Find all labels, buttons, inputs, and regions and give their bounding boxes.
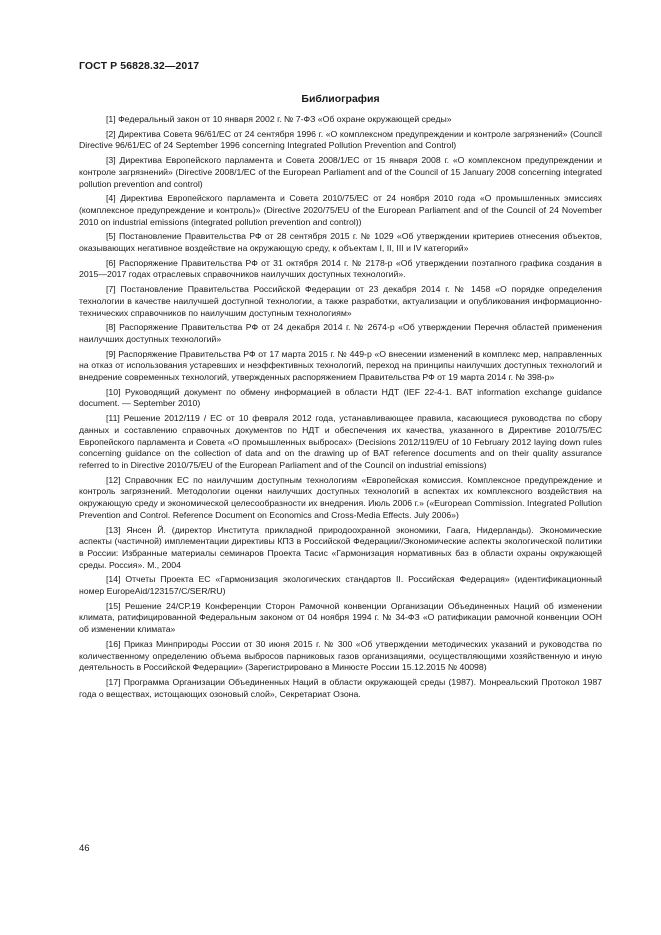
reference-item: [1] Федеральный закон от 10 января 2002 г. № 7-ФЗ «Об охране окружающей среды» <box>106 114 452 124</box>
reference-item: [15] Решение 24/СР.19 Конференции Сторон Рамочной конвенции Организации Объединенных Наций об изменении климата, ратифицированной Федеральным законом от 04 ноября 1994 г. № 34-ФЗ «О ратификации рамочной конвенции ООН об изменении климата» <box>79 600 602 635</box>
reference-item: [13] Янсен Й. (директор Института прикладной природоохранной экономики, Гаага, Нидерланды). Экономические аспекты (частичной) имплементации директивы КПЗ в Российской Федерации//Экономические аспекты экологической политики в России: Избранные материалы семинаров Проекта Тасис «Гармонизация нормативных баз в области охраны окружающей среды. Россия». М., 2004 <box>79 524 602 570</box>
reference-item: [14] Отчеты Проекта ЕС «Гармонизация экологических стандартов II. Российская Федерация» (идентификационный номер EuropeAid/123157/C/SER/RU) <box>79 574 602 597</box>
page-number: 46 <box>79 843 90 854</box>
reference-item: [12] Справочник ЕС по наилучшим доступным технологиям «Европейская комиссия. Комплексное предупреждение и контроль загрязнений. Методологии оценки наилучших доступных технологий в аспектах их комплексного воздействия на окружающую среду и экономической целесообразности их внедрения. Июль 2006 г.» («European Commission. Integrated Pollution Prevention and Control. Reference Document on Economics and Cross-Media Effects. July 2006») <box>79 474 602 520</box>
reference-item: [5] Постановление Правительства РФ от 28 сентября 2015 г. № 1029 «Об утверждении критериев отнесения объектов, оказывающих негативное воздействие на окружающую среду, к объектам I, II, III и IV категорий» <box>79 231 602 254</box>
reference-item: [9] Распоряжение Правительства РФ от 17 марта 2015 г. № 449-р «О внесении изменений в комплекс мер, направленных на отказ от использования устаревших и неэффективных технологий, переход на принципы наилучших доступных технологий и внедрение современных технологий, утвержденных распоряжением Правительства РФ от 19 марта 2014 г. № 398-р» <box>79 348 602 383</box>
reference-item: [4] Директива Европейского парламента и Совета 2010/75/ЕС от 24 ноября 2010 года «О промышленных эмиссиях (комплексное предупреждение и контроль)» (Directive 2020/75/EU of the European Parliament and of the Council of 24 November 2010 on industrial emissions (integrated pollution prevention and control)) <box>79 193 602 227</box>
bibliography-list <box>79 114 602 703</box>
reference-item: [3] Директива Европейского парламента и Совета 2008/1/ЕС от 15 января 2008 г. «О комплексном предупреждении и контроле загрязнений» (Directive 2008/1/EC of the European Parliament and of the Council of 15 January 2008 concerning integrated pollution prevention and control) <box>79 155 602 189</box>
reference-item: [11] Решение 2012/119 / ЕС от 10 февраля 2012 года, устанавливающее правила, касающиеся руководства по сбору данных и составлению справочных документов по НДТ и обеспечения их качества, указанного в Директиве 2010/75/ЕС Европейского парламента и Совета «О промышленных выбросах» (Decisions 2012/119/EU of 10 February 2012 laying down rules concerning guidance on the collection of data and on the drawing up of BAT reference documents and on their quality assurance referred to in Directive 2010/75/EU of the European Parliament and of the Council on industrial emissions) <box>79 413 602 470</box>
reference-item: [16] Приказ Минприроды России от 30 июня 2015 г. № 300 «Об утверждении методических указаний и руководства по количественному определению объема выбросов парниковых газов организациями, осуществляющими хозяйственную и иную деятельность в Российской Федерации» (Зарегистрировано в Минюсте России 15.12.2015 № 40098) <box>79 638 602 673</box>
section-title: Библиография <box>301 93 380 105</box>
reference-item: [6] Распоряжение Правительства РФ от 31 октября 2014 г. № 2178-р «Об утверждении поэтапного графика создания в 2015—2017 годах отраслевых справочников наилучших доступных технологий». <box>79 257 602 280</box>
reference-item: [2] Директива Совета 96/61/ЕС от 24 сентября 1996 г. «О комплексном предупреждении и контроле загрязнений» (Council Directive 96/61/EC of 24 September 1996 concerning Integrated Pollution Prevention and Control) <box>79 128 602 151</box>
reference-item: [17] Программа Организации Объединенных Наций в области окружающей среды (1987). Монреальский Протокол 1987 года о веществах, истощающих озоновый слой», Секретариат Озона. <box>79 676 602 699</box>
reference-item: [7] Постановление Правительства Российской Федерации от 23 декабря 2014 г. № 1458 «О порядке определения технологии в качестве наилучшей доступной технологии, а также разработки, актуализации и опубликования информационно-технических справочников по наилучшим доступным технологиям» <box>79 284 602 318</box>
standard-code-header: ГОСТ Р 56828.32—2017 <box>79 60 200 72</box>
reference-item: [8] Распоряжение Правительства РФ от 24 декабря 2014 г. № 2674-р «Об утверждении Перечня областей применения наилучших доступных технологий» <box>79 322 602 344</box>
reference-item: [10] Руководящий документ по обмену информацией в области НДТ (IEF 22-4-1. BAT information exchange guidance document. — September 2010) <box>79 386 602 409</box>
